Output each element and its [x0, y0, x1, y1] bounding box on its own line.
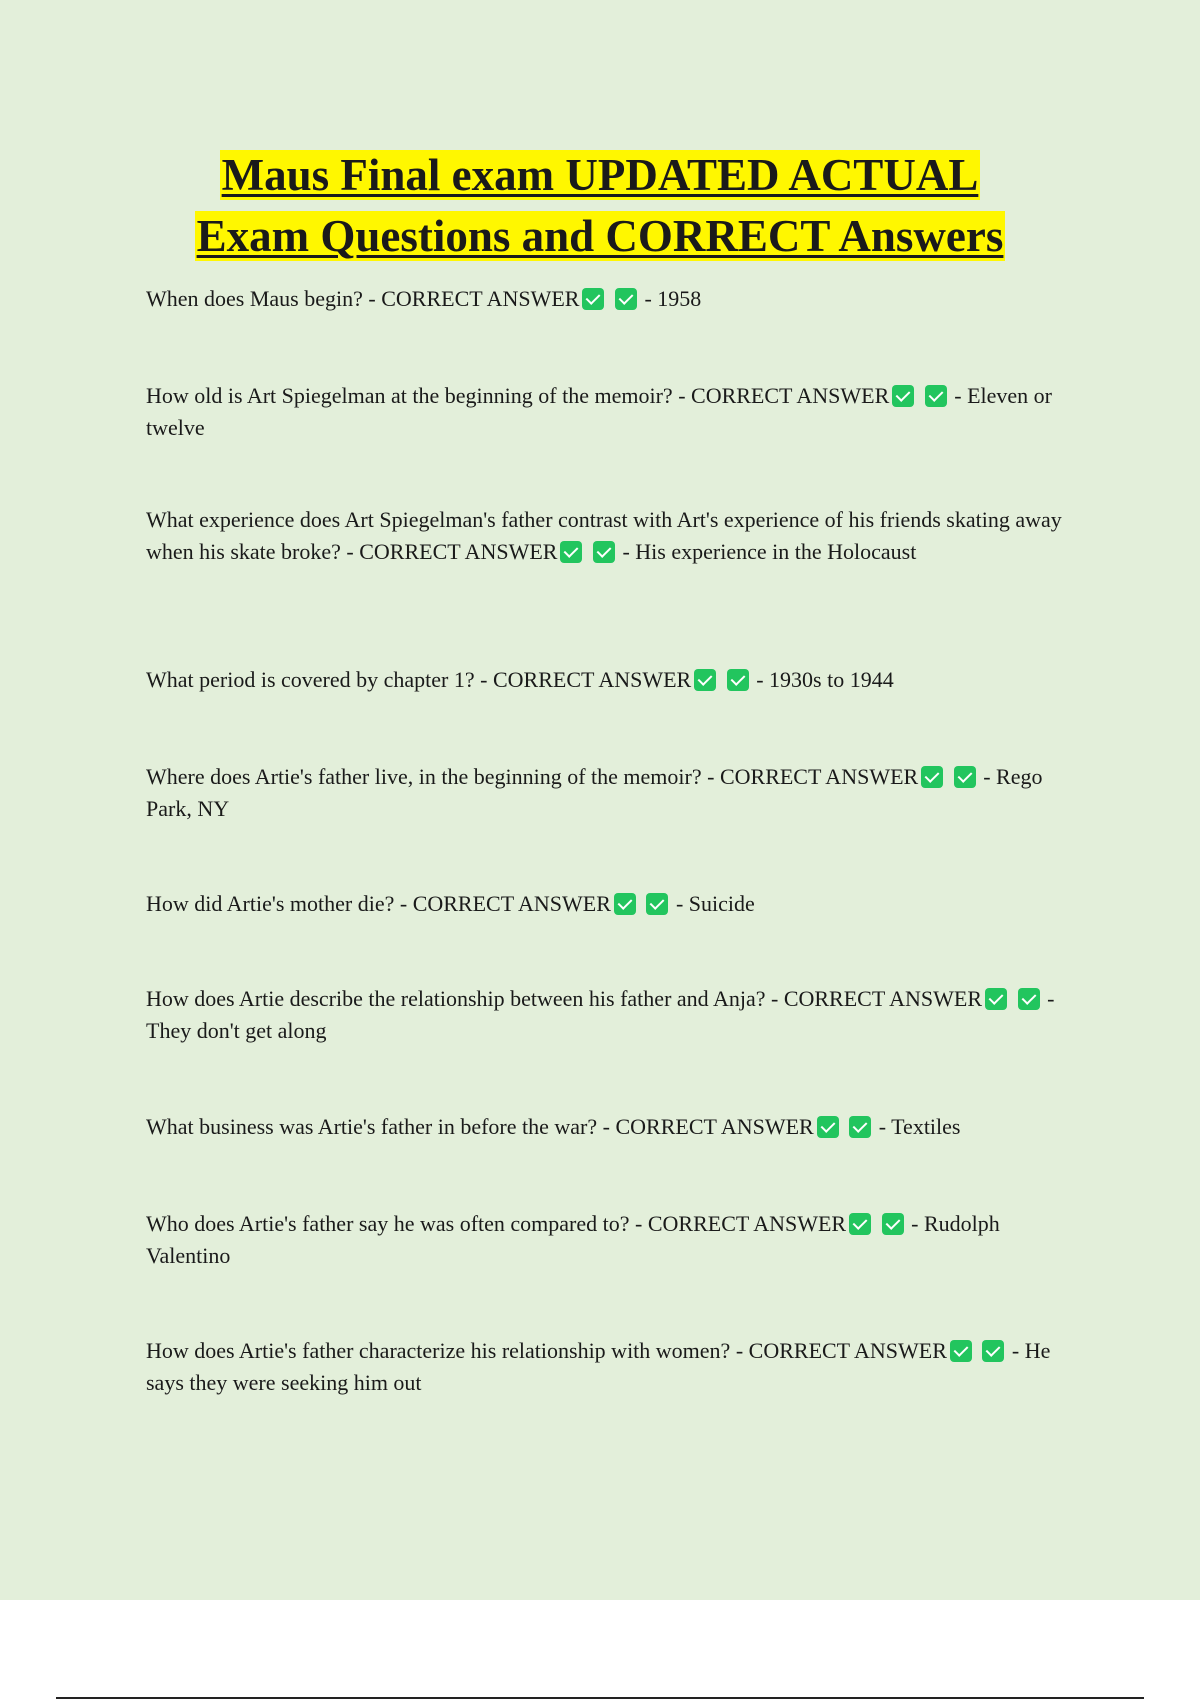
answer-label: CORRECT ANSWER: [359, 539, 558, 564]
question-text: How does Artie describe the relationship between his father and Anja?: [146, 986, 766, 1011]
answer-label: CORRECT ANSWER: [719, 764, 919, 789]
question-text: Where does Artie's father live, in the beginning of the memoir?: [146, 764, 702, 789]
qa-item: What experience does Art Spiegelman's father contrast with Art's experience of his friends skating away when his skate broke? - CORRECT ANSWER - His experience in the Holocaust: [146, 507, 1062, 564]
qa-item: Who does Artie's father say he was often compared to? - CORRECT ANSWER - Rudolph Valentino: [146, 1211, 1000, 1268]
check-mark-icon: [925, 385, 947, 407]
check-mark-icon: [849, 1213, 871, 1235]
check-mark-icon: [954, 766, 976, 788]
title-line-2: Exam Questions and CORRECT Answers: [196, 211, 1004, 261]
document-title: [0, 145, 1200, 267]
answer-text: Suicide: [688, 891, 755, 916]
answer-text: 1930s to 1944: [769, 667, 894, 692]
check-mark-icon: [560, 541, 582, 563]
answer-label: CORRECT ANSWER: [748, 1338, 947, 1363]
check-mark-icon: [614, 893, 636, 915]
question-text: Who does Artie's father say he was often compared to?: [146, 1211, 630, 1236]
footer-divider: [56, 1697, 1144, 1699]
question-text: How does Artie's father characterize his relationship with women?: [146, 1338, 731, 1363]
answer-label: CORRECT ANSWER: [783, 986, 983, 1011]
answer-text: Textiles: [891, 1114, 961, 1139]
answer-text: His experience in the Holocaust: [635, 539, 917, 564]
question-text: How old is Art Spiegelman at the beginning of the memoir?: [146, 383, 673, 408]
question-text: When does Maus begin?: [146, 286, 363, 311]
check-mark-icon: [593, 541, 615, 563]
check-mark-icon: [817, 1116, 839, 1138]
answer-text: He says they were seeking him out: [146, 1338, 1051, 1395]
qa-item: What business was Artie's father in before the war? - CORRECT ANSWER - Textiles: [146, 1114, 961, 1139]
question-text: What business was Artie's father in before the war?: [146, 1114, 598, 1139]
check-mark-icon: [727, 669, 749, 691]
check-mark-icon: [646, 893, 668, 915]
answer-text: Eleven or twelve: [146, 383, 1052, 440]
check-mark-icon: [1018, 988, 1040, 1010]
qa-item: When does Maus begin? - CORRECT ANSWER - 1958: [146, 286, 702, 311]
answer-text: Rego Park, NY: [146, 764, 1043, 821]
answer-text: They don't get along: [146, 1018, 327, 1043]
qa-item: Where does Artie's father live, in the beginning of the memoir? - CORRECT ANSWER - Rego Park, NY: [146, 764, 1043, 821]
question-text: What period is covered by chapter 1?: [146, 667, 475, 692]
check-mark-icon: [615, 288, 637, 310]
question-text: What experience does Art Spiegelman's father contrast with Art's experience of his friends skating away when his skate broke?: [146, 507, 1062, 564]
answer-label: CORRECT ANSWER: [691, 383, 890, 408]
check-mark-icon: [950, 1340, 972, 1362]
check-mark-icon: [882, 1213, 904, 1235]
qa-item: How old is Art Spiegelman at the beginning of the memoir? - CORRECT ANSWER - Eleven or twelve: [146, 383, 1052, 440]
check-mark-icon: [849, 1116, 871, 1138]
qa-item: How does Artie's father characterize his relationship with women? - CORRECT ANSWER - He says they were seeking him out: [146, 1338, 1051, 1395]
answer-label: CORRECT ANSWER: [615, 1114, 814, 1139]
title-line-1: Maus Final exam UPDATED ACTUAL: [221, 150, 979, 200]
answer-text: Rudolph Valentino: [146, 1211, 1000, 1268]
question-text: How did Artie's mother die?: [146, 891, 395, 916]
answer-label: CORRECT ANSWER: [492, 667, 692, 692]
check-mark-icon: [892, 385, 914, 407]
check-mark-icon: [921, 766, 943, 788]
check-mark-icon: [982, 1340, 1004, 1362]
check-mark-icon: [582, 288, 604, 310]
check-mark-icon: [985, 988, 1007, 1010]
qa-item: How does Artie describe the relationship between his father and Anja? - CORRECT ANSWER - They don't get along: [146, 986, 1055, 1043]
answer-label: CORRECT ANSWER: [647, 1211, 847, 1236]
check-mark-icon: [694, 669, 716, 691]
answer-text: 1958: [657, 286, 702, 311]
answer-label: CORRECT ANSWER: [412, 891, 611, 916]
qa-item: How did Artie's mother die? - CORRECT ANSWER - Suicide: [146, 891, 755, 916]
answer-label: CORRECT ANSWER: [381, 286, 580, 311]
qa-item: What period is covered by chapter 1? - CORRECT ANSWER - 1930s to 1944: [146, 667, 894, 692]
